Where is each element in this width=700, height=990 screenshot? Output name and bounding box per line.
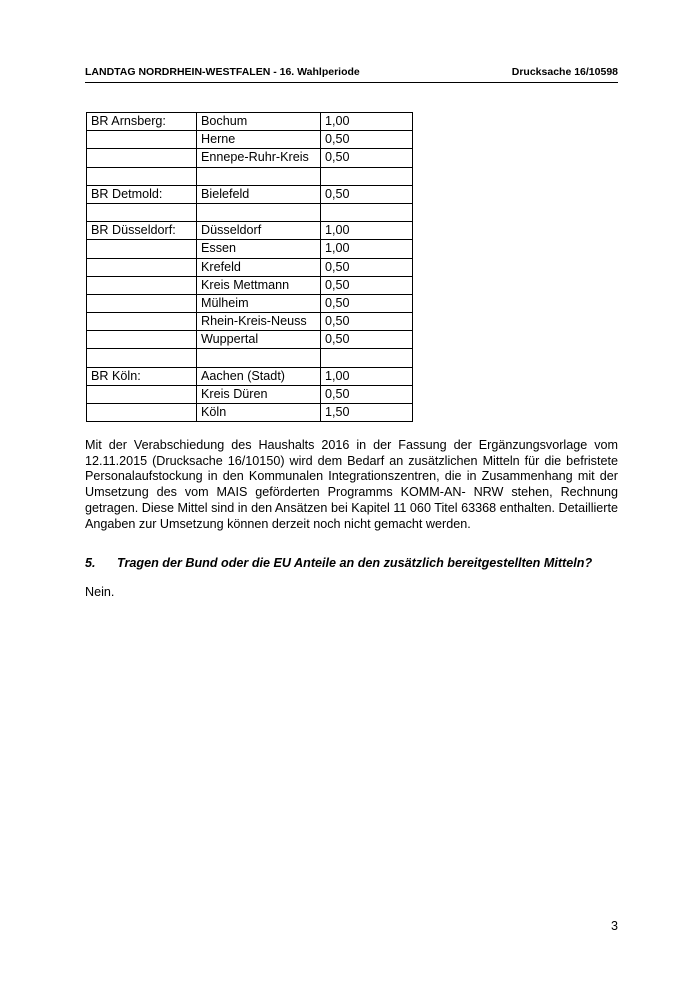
table-cell-district: Kreis Mettmann	[197, 276, 321, 294]
table-cell-value: 0,50	[321, 276, 413, 294]
table-cell-district	[197, 349, 321, 367]
table-cell-district: Bielefeld	[197, 185, 321, 203]
table-cell-district: Bochum	[197, 113, 321, 131]
table-cell-region: BR Detmold:	[87, 185, 197, 203]
table-row	[87, 167, 413, 185]
table-cell-region: BR Arnsberg:	[87, 113, 197, 131]
table-cell-region	[87, 294, 197, 312]
table-cell-value: 0,50	[321, 385, 413, 403]
table-row	[87, 313, 413, 331]
table-row	[87, 222, 413, 240]
table-cell-region	[87, 349, 197, 367]
table-row	[87, 385, 413, 403]
table-cell-region: BR Köln:	[87, 367, 197, 385]
question-heading	[85, 556, 618, 570]
table-row	[87, 258, 413, 276]
table-cell-district: Krefeld	[197, 258, 321, 276]
page-number: 3	[610, 919, 618, 933]
table-cell-value: 0,50	[321, 331, 413, 349]
table-cell-district	[197, 167, 321, 185]
table-cell-value: 0,50	[321, 313, 413, 331]
table-cell-district: Rhein-Kreis-Neuss	[197, 313, 321, 331]
table-cell-district: Kreis Düren	[197, 385, 321, 403]
table-cell-region	[87, 167, 197, 185]
table-cell-district	[197, 203, 321, 221]
table-row	[87, 367, 413, 385]
table-cell-region	[87, 258, 197, 276]
table-row	[87, 113, 413, 131]
table-row	[87, 294, 413, 312]
table-cell-value	[321, 203, 413, 221]
table-row	[87, 331, 413, 349]
table-cell-region	[87, 131, 197, 149]
table-cell-region	[87, 203, 197, 221]
table-cell-district: Essen	[197, 240, 321, 258]
table-cell-value: 0,50	[321, 149, 413, 167]
table-cell-value: 0,50	[321, 131, 413, 149]
table-cell-district: Köln	[197, 404, 321, 422]
body-paragraph: Mit der Verabschiedung des Haushalts 2016 in der Fassung der Ergänzungsvorlage vom 12.11.2015 (Drucksache 16/10150) wird dem Bedarf an zusätzlichen Mitteln für die befristete Personalaufstockung in den Kommunalen Integrationszentren, die in Zusammenhang mit der Umsetzung des vom MAIS geförderten Programms KOMM-AN- NRW stehen, Rechnung getragen. Diese Mittel sind in den Ansätzen bei Kapitel 11 060 Titel 63368 enthalten. Detaillierte Angaben zur Umsetzung können derzeit noch nicht gemacht werden.	[85, 438, 618, 531]
table-row	[87, 349, 413, 367]
table-cell-region	[87, 404, 197, 422]
question-text: Tragen der Bund oder die EU Anteile an den zusätzlich bereitgestellten Mitteln?	[117, 556, 593, 570]
table-cell-district: Ennepe-Ruhr-Kreis	[197, 149, 321, 167]
table-cell-region	[87, 331, 197, 349]
table-cell-value: 0,50	[321, 185, 413, 203]
table-cell-region	[87, 240, 197, 258]
table-cell-region	[87, 313, 197, 331]
table-cell-value: 1,00	[321, 240, 413, 258]
table-cell-district: Wuppertal	[197, 331, 321, 349]
table-cell-region	[87, 385, 197, 403]
header-document-number: Drucksache 16/10598	[511, 66, 618, 78]
table-cell-value: 1,00	[321, 367, 413, 385]
table-cell-region	[87, 276, 197, 294]
table-cell-region: BR Düsseldorf:	[87, 222, 197, 240]
question-number: 5.	[85, 556, 96, 570]
table-cell-district: Aachen (Stadt)	[197, 367, 321, 385]
allocation-table-body	[87, 113, 413, 422]
table-cell-value	[321, 167, 413, 185]
table-cell-value: 1,00	[321, 113, 413, 131]
allocation-table	[86, 112, 413, 422]
table-cell-district: Mülheim	[197, 294, 321, 312]
table-row	[87, 240, 413, 258]
header-divider	[85, 82, 618, 83]
table-row	[87, 404, 413, 422]
answer-text: Nein.	[85, 585, 115, 599]
table-row	[87, 131, 413, 149]
header-title: LANDTAG NORDRHEIN-WESTFALEN - 16. Wahlperiode	[85, 66, 360, 78]
table-cell-value: 1,00	[321, 222, 413, 240]
table-cell-value: 0,50	[321, 294, 413, 312]
table-cell-region	[87, 149, 197, 167]
table-cell-district: Düsseldorf	[197, 222, 321, 240]
table-cell-district: Herne	[197, 131, 321, 149]
table-row	[87, 276, 413, 294]
table-row	[87, 203, 413, 221]
table-cell-value: 1,50	[321, 404, 413, 422]
table-cell-value	[321, 349, 413, 367]
table-row	[87, 185, 413, 203]
table-cell-value: 0,50	[321, 258, 413, 276]
table-row	[87, 149, 413, 167]
